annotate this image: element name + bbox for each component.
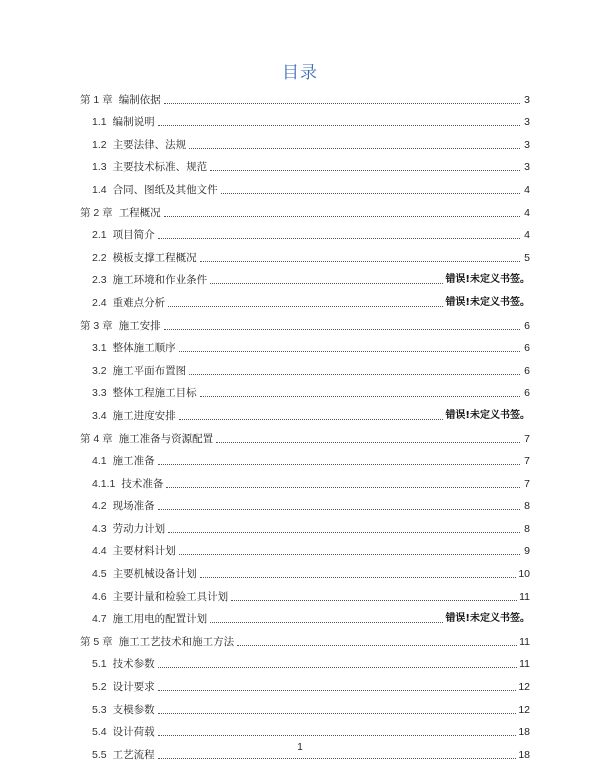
toc-entry-page: 11 — [519, 658, 530, 671]
toc-entry-page: 7 — [524, 477, 530, 490]
toc-entry-label — [92, 544, 176, 558]
toc-entry-number: 2.1 — [92, 229, 107, 242]
toc-entry-text: 施工用电的配置计划 — [112, 613, 208, 626]
toc-entry-label — [80, 635, 234, 649]
toc-entry[interactable] — [80, 152, 530, 175]
toc-entry-page: 3 — [524, 93, 530, 106]
toc-entry-page: 4 — [524, 206, 530, 219]
toc-entry-label — [92, 522, 165, 536]
toc-entry-label — [92, 567, 197, 581]
toc-entry-text: 主要技术标准、规范 — [112, 161, 208, 174]
toc-entry-label — [92, 454, 155, 468]
toc-entry-text: 主要计量和检验工具计划 — [112, 590, 229, 603]
toc-entry-label — [92, 657, 155, 671]
dot-leader — [179, 418, 444, 420]
dot-leader — [168, 531, 520, 533]
toc-entry[interactable] — [80, 423, 530, 446]
dot-leader — [237, 644, 517, 646]
toc-entry-label — [92, 341, 176, 355]
toc-entry-text: 施工进度安排 — [112, 409, 176, 422]
toc-entry[interactable] — [80, 333, 530, 356]
page-number: 1 — [297, 742, 303, 753]
dot-leader — [158, 734, 517, 736]
toc-entry-number: 1.4 — [92, 183, 107, 196]
toc-entry-text: 劳动力计划 — [112, 522, 166, 535]
toc-entry-label — [92, 183, 218, 197]
dot-leader — [210, 282, 443, 284]
toc-entry-text: 整体施工顺序 — [112, 342, 176, 355]
toc-entry-text: 施工平面布置图 — [112, 364, 187, 377]
toc-entry-text: 设计荷载 — [112, 726, 155, 739]
toc-entry[interactable] — [80, 536, 530, 559]
toc-entry-number: 3.4 — [92, 409, 107, 422]
toc-entry-number: 4.1 — [92, 455, 107, 468]
toc-entry-label — [92, 160, 207, 174]
dot-leader — [179, 553, 520, 555]
toc-title: 目录 — [282, 63, 318, 83]
toc-entry[interactable] — [80, 581, 530, 604]
toc-entry-label — [92, 680, 155, 694]
toc-entry-page-error: 错误!未定义书签。 — [445, 409, 530, 421]
toc-entry[interactable] — [80, 446, 530, 469]
toc-entry-page: 6 — [524, 364, 530, 377]
dot-leader — [216, 441, 520, 443]
toc-entry-text: 整体工程施工目标 — [112, 387, 197, 400]
toc-entry-number: 4.3 — [92, 522, 107, 535]
toc-entry-number: 2.3 — [92, 274, 107, 287]
toc-entry-number: 3.1 — [92, 342, 107, 355]
dot-leader — [158, 757, 517, 759]
dot-leader — [221, 192, 520, 194]
toc-entry[interactable] — [80, 513, 530, 536]
dot-leader — [158, 508, 520, 510]
toc-entry-page: 3 — [524, 161, 530, 174]
toc-entry-text: 施工环境和作业条件 — [112, 274, 208, 287]
toc-entry-text: 项目简介 — [112, 229, 155, 242]
dot-leader — [231, 599, 517, 601]
toc-entry[interactable] — [80, 174, 530, 197]
toc-entry-label — [80, 432, 213, 446]
toc-entry-number: 5.3 — [92, 703, 107, 716]
toc-entry-text: 工艺流程 — [112, 748, 155, 761]
toc-entry-label — [92, 138, 186, 152]
toc-entry-page: 6 — [524, 319, 530, 332]
toc-entry-page: 18 — [518, 748, 530, 761]
toc-entry[interactable] — [80, 355, 530, 378]
toc-entry-page: 8 — [524, 500, 530, 513]
toc-entry-text: 编制说明 — [112, 116, 155, 129]
toc-entry-page: 11 — [519, 635, 530, 648]
toc-entry-label — [92, 115, 155, 129]
dot-leader — [179, 350, 520, 352]
dot-leader — [158, 666, 517, 668]
toc-entry-text: 现场准备 — [112, 500, 155, 513]
toc-entry-number: 5.5 — [92, 748, 107, 761]
toc-entry-page: 3 — [524, 116, 530, 129]
toc-entry-label — [80, 206, 161, 220]
toc-entry-label — [80, 93, 161, 107]
toc-entry-page: 3 — [524, 138, 530, 151]
toc-entry-text: 技术准备 — [121, 477, 164, 490]
toc-entry[interactable] — [80, 265, 530, 288]
toc-entry-number: 5.4 — [92, 726, 107, 739]
toc-entry-page: 6 — [524, 342, 530, 355]
toc-entry-page: 12 — [518, 681, 530, 694]
toc-entry-number: 1.2 — [92, 138, 107, 151]
toc-entry[interactable] — [80, 107, 530, 130]
toc-entry-page: 7 — [524, 455, 530, 468]
toc-entry-label — [92, 386, 197, 400]
toc-entry-text: 技术参数 — [112, 658, 155, 671]
toc-entry[interactable] — [80, 694, 530, 717]
toc-entry-label — [92, 499, 155, 513]
toc-entry-label — [80, 319, 161, 333]
toc-entry-page: 18 — [518, 726, 530, 739]
toc-entry-text: 编制依据 — [118, 93, 161, 106]
dot-leader — [164, 102, 520, 104]
toc-entry-page-error: 错误!未定义书签。 — [445, 613, 530, 625]
toc-entry-label — [92, 251, 197, 265]
toc-entry-number: 4.4 — [92, 545, 107, 558]
dot-leader — [210, 621, 443, 623]
toc-entry-page-error: 错误!未定义书签。 — [445, 296, 530, 308]
dot-leader — [164, 328, 520, 330]
toc-entry-number: 2.4 — [92, 296, 107, 309]
toc-entry-page-error: 错误!未定义书签。 — [445, 274, 530, 286]
toc-entry-text: 重难点分析 — [112, 296, 166, 309]
dot-leader — [158, 237, 520, 239]
toc-entry-label — [92, 228, 155, 242]
toc-entry-page: 4 — [524, 183, 530, 196]
toc-entry-text: 支模参数 — [112, 703, 155, 716]
toc-entry-page: 12 — [518, 703, 530, 716]
toc-entry-number: 4.1.1 — [92, 477, 116, 490]
toc-entry[interactable] — [80, 84, 530, 107]
dot-leader — [164, 215, 520, 217]
dot-leader — [200, 395, 520, 397]
dot-leader — [158, 712, 517, 714]
toc-entry[interactable] — [80, 310, 530, 333]
toc-entry-text: 施工安排 — [118, 319, 161, 332]
toc-entry-label — [92, 612, 207, 626]
dot-leader — [189, 373, 520, 375]
toc-entry-text: 施工工艺技术和施工方法 — [118, 635, 235, 648]
toc-entry-text: 主要机械设备计划 — [112, 568, 197, 581]
toc-entry-number: 1.1 — [92, 116, 107, 129]
toc-entry-number: 4.5 — [92, 568, 107, 581]
toc-entry[interactable] — [80, 378, 530, 401]
toc-entry-number: 2.2 — [92, 251, 107, 264]
toc-entry-number: 第 4 章 — [80, 432, 113, 445]
toc-entry-text: 主要材料计划 — [112, 545, 176, 558]
toc-entry[interactable] — [80, 287, 530, 310]
toc-entry-label — [92, 725, 155, 739]
toc-entry[interactable] — [80, 197, 530, 220]
toc-entry[interactable] — [80, 242, 530, 265]
toc-entry-number: 3.3 — [92, 387, 107, 400]
toc-entry-label — [92, 703, 155, 717]
toc-entry-text: 施工准备 — [112, 455, 155, 468]
toc-entry-label — [92, 590, 228, 604]
toc-entry-label — [92, 409, 176, 423]
toc-entry[interactable] — [80, 400, 530, 423]
dot-leader — [200, 260, 520, 262]
toc-entry-number: 4.7 — [92, 613, 107, 626]
toc-entry-text: 主要法律、法规 — [112, 138, 187, 151]
table-of-contents — [80, 84, 530, 762]
dot-leader — [158, 124, 520, 126]
toc-entry[interactable] — [80, 604, 530, 627]
toc-entry[interactable] — [80, 626, 530, 649]
toc-entry-number: 第 1 章 — [80, 93, 113, 106]
dot-leader — [200, 576, 517, 578]
toc-entry-label — [92, 296, 165, 310]
dot-leader — [168, 305, 443, 307]
toc-entry-number: 第 3 章 — [80, 319, 113, 332]
toc-entry[interactable] — [80, 649, 530, 672]
toc-entry-text: 合同、图纸及其他文件 — [112, 183, 218, 196]
toc-entry[interactable] — [80, 558, 530, 581]
dot-leader — [189, 147, 520, 149]
dot-leader — [210, 169, 520, 171]
toc-entry[interactable] — [80, 468, 530, 491]
toc-entry-number: 5.1 — [92, 658, 107, 671]
toc-entry-text: 模板支撑工程概况 — [112, 251, 197, 264]
toc-entry-number: 第 5 章 — [80, 635, 113, 648]
dot-leader — [158, 463, 520, 465]
toc-entry-page: 9 — [524, 545, 530, 558]
toc-entry-text: 施工准备与资源配置 — [118, 432, 214, 445]
toc-entry-text: 工程概况 — [118, 206, 161, 219]
toc-entry-page: 4 — [524, 229, 530, 242]
toc-entry-page: 6 — [524, 387, 530, 400]
toc-entry-page: 5 — [524, 251, 530, 264]
toc-entry-page: 11 — [519, 590, 530, 603]
toc-entry[interactable] — [80, 717, 530, 740]
toc-entry[interactable] — [80, 129, 530, 152]
toc-entry-label — [92, 273, 207, 287]
toc-entry-number: 5.2 — [92, 681, 107, 694]
dot-leader — [166, 486, 520, 488]
dot-leader — [158, 689, 517, 691]
toc-entry[interactable] — [80, 220, 530, 243]
toc-entry-number: 4.6 — [92, 590, 107, 603]
toc-entry-number: 3.2 — [92, 364, 107, 377]
toc-entry-page: 8 — [524, 522, 530, 535]
toc-entry[interactable] — [80, 491, 530, 514]
toc-entry-label — [92, 364, 186, 378]
toc-entry-page: 10 — [518, 568, 530, 581]
toc-entry-number: 4.2 — [92, 500, 107, 513]
toc-entry-page: 7 — [524, 432, 530, 445]
toc-entry[interactable] — [80, 671, 530, 694]
toc-entry-number: 第 2 章 — [80, 206, 113, 219]
toc-entry-number: 1.3 — [92, 161, 107, 174]
toc-entry-label — [92, 477, 163, 491]
toc-entry-text: 设计要求 — [112, 681, 155, 694]
